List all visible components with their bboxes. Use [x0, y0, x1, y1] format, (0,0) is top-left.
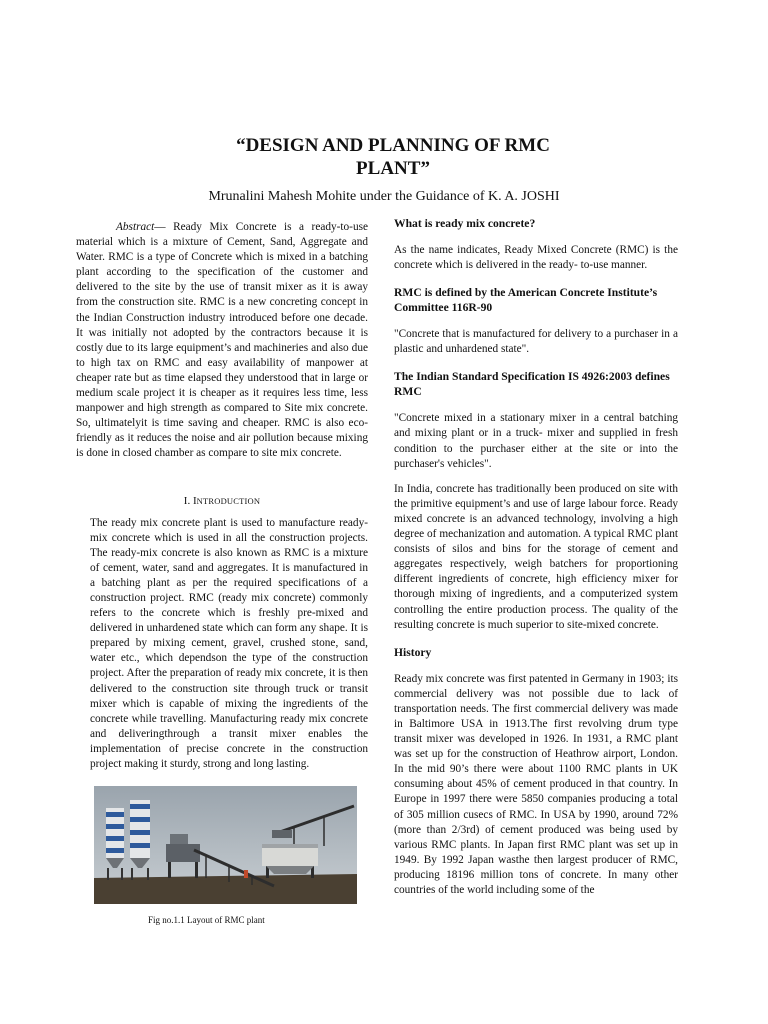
abstract-label: Abstract [116, 221, 155, 233]
introduction-rest: NTRODUCTION [196, 495, 261, 506]
rmc-plant-illustration [94, 786, 357, 904]
introduction-paragraph: The ready mix concrete plant is used to manufacture ready-mix concrete which is used in all the construction projects. The ready-mix concrete is also known as RMC is a mixture of cement, water, sand and aggregates. It is manufactured in a batching plant as per the required specifications of a construction project. RMC (ready mix concrete) commonly refers to the concrete which is freshly pre-mixed and delivered in unhardened state which can form any shape. It is prepared by mixing cement, gravel, crushed stone, sand, water etc., which dependson the type of the construction project. After the preparation of ready mix concrete, it is then delivered to the construction site through truck or transit mixer which is capable of mixing the ingredients of the concrete while travelling. Manufacturing ready mix concrete and deliveringthrough a transit mixer enables the implementation of precise concrete in the construction project making it sturdy, strong and long lasting. [90, 516, 368, 770]
introduction-number: I. [183, 494, 191, 507]
paragraph-what-is-rmc: As the name indicates, Ready Mixed Concrete (RMC) is the concrete which is delivered in the ready- to-use manner. [394, 244, 678, 272]
paper-title-line1: “DESIGN AND PLANNING OF RMC [236, 135, 550, 156]
paper-title [0, 134, 768, 180]
introduction-heading [76, 494, 368, 508]
figure-caption: Fig no.1.1 Layout of RMC plant [148, 915, 265, 926]
heading-aci-definition: RMC is defined by the American Concrete Institute’s Committee 116R-90 [394, 286, 658, 315]
silo-right [130, 800, 150, 880]
introduction-first-letter: I [192, 494, 197, 507]
right-column [394, 216, 678, 898]
left-column [76, 220, 368, 926]
paragraph-is-definition: "Concrete mixed in a stationary mixer in a central batching and mixing plant or in a truck- mixer and supplied in fresh condition to the purchaser either at the site or into the purchaser's vehicles". [394, 412, 678, 470]
ground [94, 874, 357, 904]
paragraph-india-rmc: In India, concrete has traditionally been produced on site with the primitive equipment’s and use of large labour force. Ready mixed concrete is an advanced technology, involving a high degree of mechanization and automation. A typical RMC plant consists of silos and bins for the storage of cement and aggregates respectively, weigh batchers for proportioning different ingredients of concrete, high efficiency mixer for thorough mixing of ingredients, and a computerized system controlling the entire production process. The quality of the resulting concrete is much superior to site-mixed concrete. [394, 482, 678, 631]
paragraph-aci-definition: "Concrete that is manufactured for delivery to a purchaser in a plastic and unhardened state". [394, 328, 678, 356]
paragraph-history: Ready mix concrete was first patented in Germany in 1903; its commercial delivery was not possible due to lack of transportation needs. The first commercial delivery was made in Baltimore USA in 1913.The first revolving drum type transit mixer was developed in 1926. In 1931, a RMC plant was set up for the construction of Heathrow airport, London. In the mid 90’s there were about 1100 RMC plants in UK consuming about 45% of cement produced in that country. In Europe in 1997 there were 5850 companies producing a total of 305 million cusecs of RMC. In USA by 1990, around 72% (more than 2/3rd) of cement produced was being used by various RMC plants. In Japan first RMC plant was set up in 1949. By 1992 Japan wasthe then largest producer of RMC, producing 18196 million tons of concrete. In many other countries of the world including some of the [394, 672, 678, 896]
abstract-dash: — [154, 221, 174, 233]
heading-is-definition: The Indian Standard Specification IS 4926:2003 defines RMC [394, 370, 670, 399]
heading-what-is-rmc: What is ready mix concrete? [394, 217, 536, 230]
heading-history: History [394, 645, 432, 659]
abstract-paragraph [76, 220, 368, 462]
paper-authors: Mrunalini Mahesh Mohite under the Guidance of K. A. JOSHI [208, 189, 560, 204]
paper-title-line2: PLANT” [356, 158, 430, 179]
site-marker [244, 870, 248, 878]
rmc-plant-photo [94, 786, 357, 904]
abstract-text: Ready Mix Concrete is a ready-to-use material which is a mixture of Cement, Sand, Aggregate and Water. RMC is a type of Concrete which is mixed in a batching plant according to the specification of the customer and delivered to the site by the use of transit mixer as it is away from the construction site. RMC is a new concreting concept in the Indian Construction industry introduced before one decade. It was initially not adopted by the contractors because it is costly due to its large equipment’s and machineries and also due to high tax on RMC and easy availability of manpower at cheaper rate but as time elapsed they understood that in large or medium scale project it is cheaper as it requires less time, less manpower and high strength as compared to Site mix concrete. So, ultimatelyit is time saving and cheaper. RMC is also eco-friendly as it reduces the noise and air pollution because mixing is done in closed chamber as compare to site mix concrete. [76, 221, 369, 460]
